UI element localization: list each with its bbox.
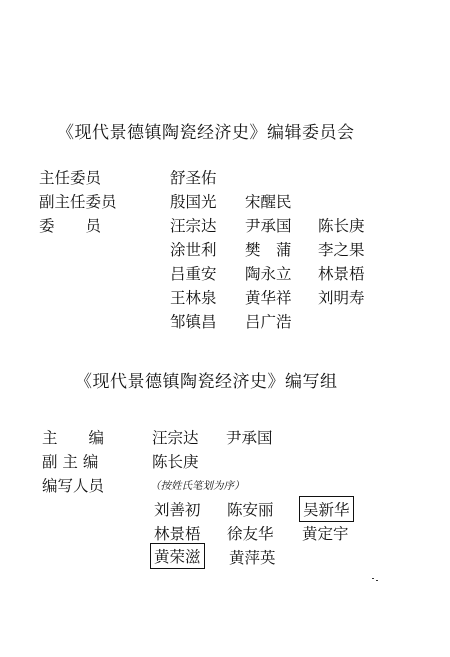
committee-member-name: 黄华祥 bbox=[245, 289, 292, 307]
committee-title: 《现代景德镇陶瓷经济史》编辑委员会 bbox=[57, 123, 355, 143]
writer-name: 黄定宇 bbox=[302, 525, 349, 543]
writers-order-note: （按姓氏笔划为序） bbox=[150, 480, 245, 492]
committee-member-name: 涂世利 bbox=[170, 241, 217, 259]
committee-member-name: 宋醒民 bbox=[245, 193, 292, 211]
committee-member-name: 殷国光 bbox=[170, 193, 217, 211]
committee-role-label: 委 员 bbox=[39, 217, 102, 235]
chief-editor-name: 汪宗达 bbox=[152, 429, 199, 447]
committee-member-name: 刘明寿 bbox=[318, 289, 365, 307]
committee-member-name: 林景梧 bbox=[318, 265, 365, 283]
committee-role-label: 主任委员 bbox=[39, 169, 102, 187]
writer-name-boxed: 黄荣滋 bbox=[150, 543, 205, 569]
writer-name: 陈安丽 bbox=[227, 501, 274, 519]
deputy-editor-label: 副 主 编 bbox=[42, 453, 99, 471]
deputy-editor-name: 陈长庚 bbox=[152, 453, 199, 471]
chief-editor-label: 主 编 bbox=[42, 429, 105, 447]
committee-member-name: 吕广浩 bbox=[245, 313, 292, 331]
writer-name: 林景梧 bbox=[154, 525, 201, 543]
chief-editor-name: 尹承国 bbox=[226, 429, 273, 447]
writer-name-boxed: 吴新华 bbox=[299, 496, 354, 522]
committee-member-name: 陶永立 bbox=[245, 265, 292, 283]
scan-speck bbox=[376, 580, 378, 581]
writer-name: 黄萍英 bbox=[229, 549, 276, 567]
committee-member-name: 李之果 bbox=[318, 241, 365, 259]
committee-role-label: 副主任委员 bbox=[39, 193, 117, 211]
committee-member-name: 陈长庚 bbox=[318, 217, 365, 235]
scan-speck bbox=[372, 578, 374, 579]
committee-member-name: 汪宗达 bbox=[170, 217, 217, 235]
committee-member-name: 樊 蒲 bbox=[245, 241, 292, 259]
committee-member-name: 吕重安 bbox=[170, 265, 217, 283]
writer-name: 刘善初 bbox=[154, 501, 201, 519]
committee-member-name: 邹镇昌 bbox=[170, 313, 217, 331]
committee-member-name: 王林泉 bbox=[170, 289, 217, 307]
writers-label: 编写人员 bbox=[42, 477, 105, 495]
committee-member-name: 尹承国 bbox=[245, 217, 292, 235]
committee-member-name: 舒圣佑 bbox=[170, 169, 217, 187]
writer-name: 徐友华 bbox=[227, 525, 274, 543]
writing-group-title: 《现代景德镇陶瓷经济史》编写组 bbox=[75, 372, 338, 392]
